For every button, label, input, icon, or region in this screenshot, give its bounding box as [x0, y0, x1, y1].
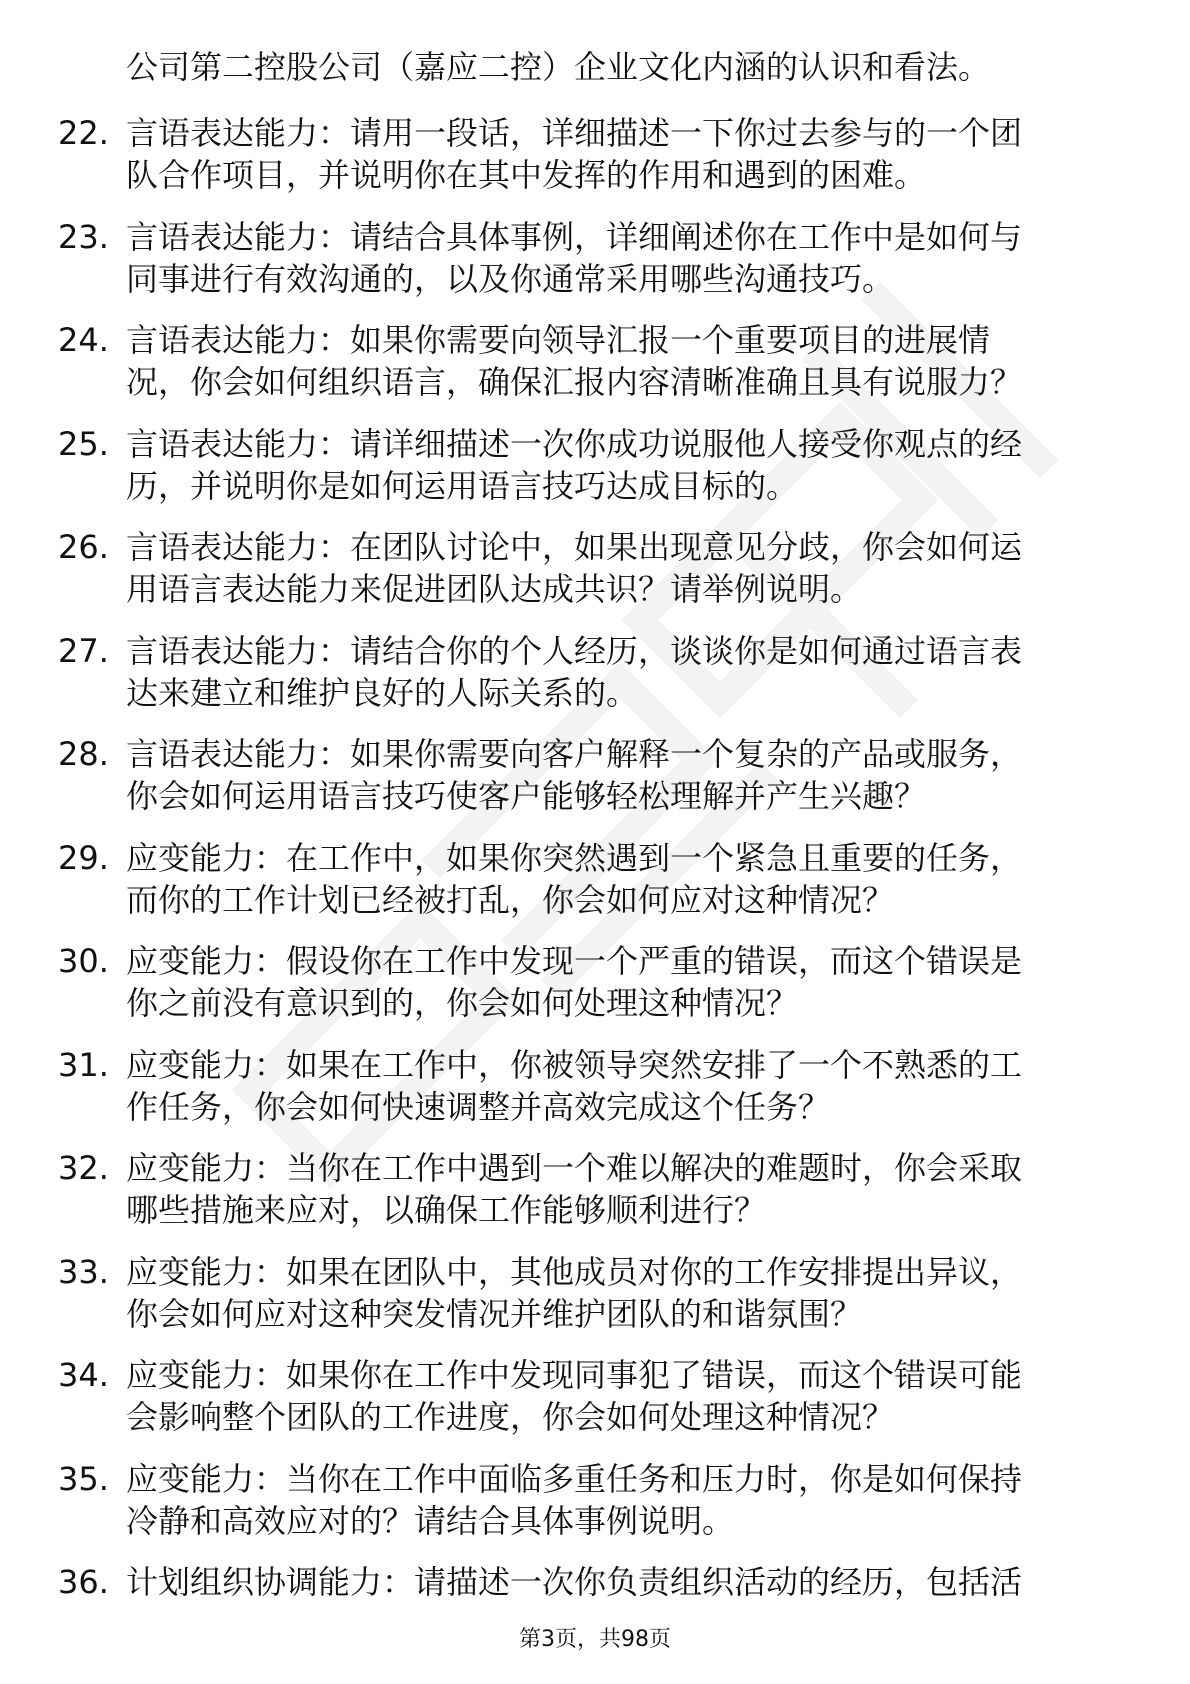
question-text [126, 940, 1126, 1024]
question-text-line: 你之前没有意识到的，你会如何处理这种情况？ [126, 984, 799, 1022]
question-text [126, 837, 1126, 921]
question-item [0, 1251, 1190, 1355]
question-text-line: 冷静和高效应对的？请结合具体事例说明。 [126, 1501, 735, 1540]
question-number: 34. [58, 1356, 109, 1394]
question-text-line: 队合作项目，并说明你在其中发挥的作用和遇到的困难。 [126, 156, 927, 194]
question-text-line: 言语表达能力：如果你需要向客户解释一个复杂的产品或服务， [126, 735, 1023, 773]
question-text-line: 计划组织协调能力：请描述一次你负责组织活动的经历，包括活 [126, 1563, 1023, 1601]
question-number: 27. [58, 631, 109, 670]
question-text-line: 哪些措施来应对，以确保工作能够顺利进行？ [126, 1191, 767, 1229]
question-text-line: 言语表达能力：在团队讨论中，如果出现意见分歧，你会如何运 [126, 528, 1023, 566]
question-text [126, 423, 1126, 507]
question-text [126, 1561, 1126, 1603]
question-item [0, 940, 1190, 1044]
continuation-text: 公司第二控股公司（嘉应二控）企业文化内涵的认识和看法。 [126, 48, 991, 86]
question-text [126, 319, 1126, 403]
question-text-line: 你会如何运用语言技巧使客户能够轻松理解并产生兴趣？ [126, 777, 927, 815]
question-number: 36. [58, 1563, 109, 1601]
question-text-line: 言语表达能力：请结合具体事例，详细阐述你在工作中是如何与 [126, 217, 1023, 256]
question-item [0, 1354, 1190, 1458]
question-item [0, 837, 1190, 941]
question-text-line: 而你的工作计划已经被打乱，你会如何应对这种情况？ [126, 880, 895, 919]
question-text-line: 你会如何应对这种突发情况并维护团队的和谐氛围？ [126, 1294, 863, 1333]
question-text [126, 112, 1126, 196]
question-text-line: 应变能力：假设你在工作中发现一个严重的错误，而这个错误是 [126, 942, 1023, 980]
question-item [0, 1044, 1190, 1148]
question-list [0, 112, 1190, 1665]
question-number: 22. [58, 114, 109, 152]
question-text-line: 应变能力：当你在工作中遇到一个难以解决的难题时，你会采取 [126, 1149, 1023, 1187]
question-number: 24. [58, 321, 109, 359]
question-text-line: 应变能力：当你在工作中面临多重任务和压力时，你是如何保持 [126, 1459, 1023, 1498]
question-number: 28. [58, 735, 109, 773]
question-number: 33. [58, 1252, 109, 1291]
question-item [0, 216, 1190, 320]
question-number: 31. [58, 1045, 109, 1084]
question-item [0, 319, 1190, 423]
question-text-line: 应变能力：如果你在工作中发现同事犯了错误，而这个错误可能 [126, 1356, 1023, 1394]
question-text [126, 526, 1126, 610]
question-text [126, 1251, 1126, 1335]
question-item [0, 1458, 1190, 1562]
question-number: 26. [58, 528, 109, 566]
question-text-line: 应变能力：如果在团队中，其他成员对你的工作安排提出异议， [126, 1252, 1023, 1291]
question-number: 29. [58, 838, 109, 877]
question-text-line: 应变能力：在工作中，如果你突然遇到一个紧急且重要的任务， [126, 838, 1023, 877]
question-text [126, 733, 1126, 817]
question-number: 25. [58, 424, 109, 463]
question-text-line: 达来建立和维护良好的人际关系的。 [126, 673, 639, 712]
question-item [0, 630, 1190, 734]
question-text-line: 同事进行有效沟通的，以及你通常采用哪些沟通技巧。 [126, 259, 895, 298]
question-number: 32. [58, 1149, 109, 1187]
question-text-line: 言语表达能力：如果你需要向领导汇报一个重要项目的进展情 [126, 321, 991, 359]
question-text-line: 言语表达能力：请用一段话，详细描述一下你过去参与的一个团 [126, 114, 1023, 152]
question-text [126, 1044, 1126, 1128]
question-text [126, 1458, 1126, 1542]
question-text [126, 1354, 1126, 1438]
question-text-line: 作任务，你会如何快速调整并高效完成这个任务？ [126, 1087, 831, 1126]
question-text [126, 216, 1126, 300]
question-item [0, 526, 1190, 630]
question-text-line: 历，并说明你是如何运用语言技巧达成目标的。 [126, 466, 799, 505]
question-text-line: 用语言表达能力来促进团队达成共识？请举例说明。 [126, 570, 863, 608]
question-text [126, 1147, 1126, 1231]
question-text-line: 言语表达能力：请详细描述一次你成功说服他人接受你观点的经 [126, 424, 1023, 463]
question-number: 30. [58, 942, 109, 980]
question-number: 23. [58, 217, 109, 256]
question-item [0, 1147, 1190, 1251]
question-number: 35. [58, 1459, 109, 1498]
question-text-line: 应变能力：如果在工作中，你被领导突然安排了一个不熟悉的工 [126, 1045, 1023, 1084]
question-item [0, 733, 1190, 837]
question-item [0, 112, 1190, 216]
page-number-footer: 第3页，共98页 [519, 1627, 671, 1652]
question-text-line: 况，你会如何组织语言，确保汇报内容清晰准确且具有说服力？ [126, 363, 1023, 401]
question-text-line: 会影响整个团队的工作进度，你会如何处理这种情况？ [126, 1398, 895, 1436]
question-text [126, 630, 1126, 714]
question-item [0, 423, 1190, 527]
question-text-line: 言语表达能力：请结合你的个人经历，谈谈你是如何通过语言表 [126, 631, 1023, 670]
